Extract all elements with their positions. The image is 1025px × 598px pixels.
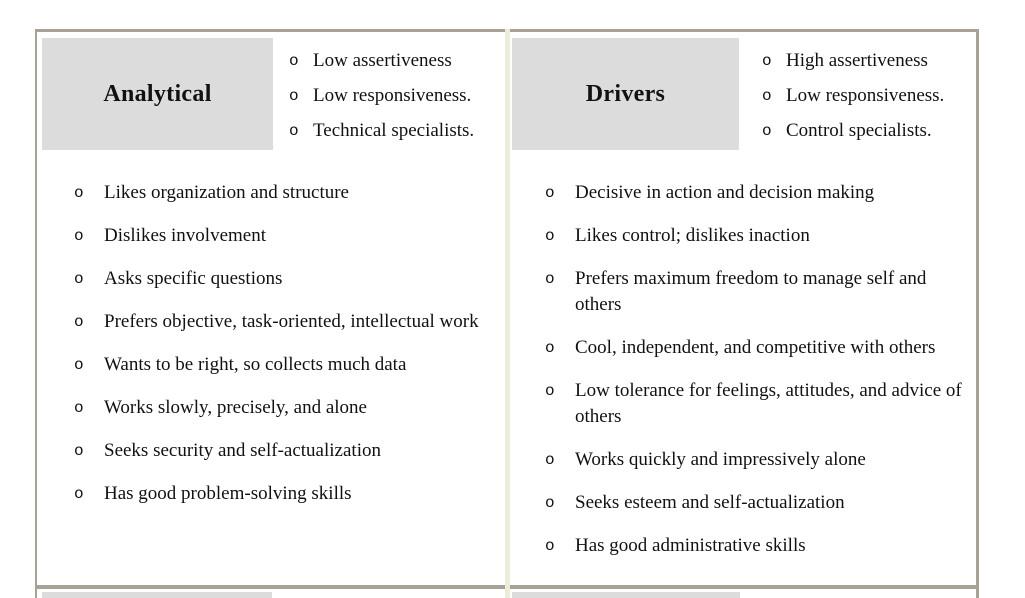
trait-item: [762, 118, 974, 144]
trait-item: [762, 83, 974, 109]
list-item: [545, 223, 964, 249]
list-item: [545, 180, 964, 206]
analytical-section: [37, 32, 505, 585]
table-border-right: [976, 29, 979, 598]
trait-text: Control specialists.: [786, 120, 932, 141]
bullet-icon: o: [74, 227, 84, 245]
bullet-icon: o: [545, 451, 555, 469]
list-item: [545, 490, 964, 516]
bullet-icon: o: [74, 442, 84, 460]
list-item-text: Likes control; dislikes inaction: [575, 225, 810, 246]
bullet-icon: o: [74, 399, 84, 417]
list-item-text: Prefers maximum freedom to manage self and others: [575, 268, 927, 315]
list-item: [545, 335, 964, 361]
bullet-icon: o: [545, 227, 555, 245]
list-item: [74, 395, 501, 421]
bullet-icon: o: [545, 270, 555, 288]
bullet-icon: o: [74, 270, 84, 288]
list-item-text: Has good administrative skills: [575, 535, 806, 556]
bullet-icon: o: [545, 184, 555, 202]
list-item: [74, 223, 501, 249]
trait-item: [289, 48, 503, 74]
list-item: [545, 447, 964, 473]
bullet-icon: o: [762, 87, 772, 105]
list-item-text: Has good problem-solving skills: [104, 483, 352, 504]
list-item: [545, 533, 964, 559]
list-item-text: Works quickly and impressively alone: [575, 449, 866, 470]
bullet-icon: o: [545, 494, 555, 512]
list-item-text: Asks specific questions: [104, 268, 283, 289]
list-item-text: Seeks esteem and self-actualization: [575, 492, 845, 513]
section-title: Analytical: [103, 80, 212, 107]
list-item-text: Works slowly, precisely, and alone: [104, 397, 367, 418]
drivers-characteristics-list: [545, 180, 964, 576]
trait-item: [289, 83, 503, 109]
bullet-icon: o: [74, 184, 84, 202]
drivers-title-box: [512, 38, 739, 150]
bullet-icon: o: [762, 52, 772, 70]
bullet-icon: o: [545, 537, 555, 555]
list-item: [74, 309, 501, 335]
list-item: [74, 481, 501, 507]
bullet-icon: o: [289, 52, 299, 70]
list-item: [74, 352, 501, 378]
analytical-characteristics-list: [74, 180, 501, 524]
list-item: [74, 266, 501, 292]
next-row-title-box-partial: [42, 592, 272, 598]
bullet-icon: o: [762, 122, 772, 140]
trait-text: Low assertiveness: [313, 50, 452, 71]
analytical-trait-list: [289, 48, 503, 153]
list-item-text: Low tolerance for feelings, attitudes, and advice of others: [575, 380, 962, 427]
list-item-text: Cool, independent, and competitive with others: [575, 337, 936, 358]
trait-text: High assertiveness: [786, 50, 928, 71]
table-column-divider: [505, 29, 510, 598]
bullet-icon: o: [74, 313, 84, 331]
list-item: [74, 180, 501, 206]
trait-item: [289, 118, 503, 144]
trait-text: Low responsiveness.: [313, 85, 472, 106]
trait-item: [762, 48, 974, 74]
bullet-icon: o: [545, 339, 555, 357]
list-item: [74, 438, 501, 464]
list-item-text: Decisive in action and decision making: [575, 182, 875, 203]
list-item-text: Prefers objective, task-oriented, intellectual work: [104, 311, 479, 332]
bullet-icon: o: [74, 356, 84, 374]
trait-text: Low responsiveness.: [786, 85, 945, 106]
list-item-text: Seeks security and self-actualization: [104, 440, 381, 461]
list-item: [545, 378, 964, 430]
section-title: Drivers: [585, 80, 666, 107]
bullet-icon: o: [74, 485, 84, 503]
list-item: [545, 266, 964, 318]
trait-text: Technical specialists.: [313, 120, 475, 141]
analytical-title-box: [42, 38, 273, 150]
list-item-text: Dislikes involvement: [104, 225, 267, 246]
drivers-section: [510, 32, 976, 585]
bullet-icon: o: [289, 87, 299, 105]
drivers-trait-list: [762, 48, 974, 153]
list-item-text: Wants to be right, so collects much data: [104, 354, 407, 375]
next-row-title-box-partial: [512, 592, 740, 598]
list-item-text: Likes organization and structure: [104, 182, 349, 203]
bullet-icon: o: [545, 382, 555, 400]
bullet-icon: o: [289, 122, 299, 140]
